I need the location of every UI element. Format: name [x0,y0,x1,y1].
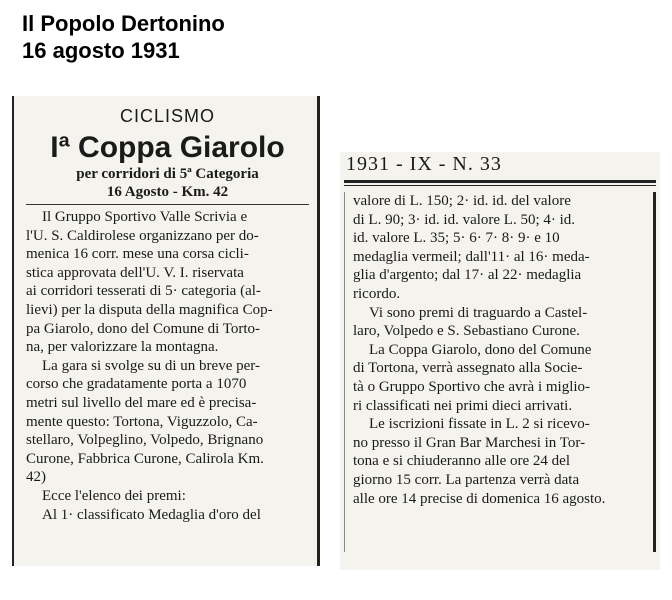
text-line: Al 1· classificato Medaglia d'oro del [42,506,261,523]
text-line: glia d'argento; dal 17· al 22· medaglia [353,267,582,284]
text-line: corso che gradatamente porta a 1070 [26,376,247,393]
text-line: pa Giarolo, dono del Comune di Torto- [26,320,261,337]
divider [344,180,656,186]
text-line: metri sul livello del mare ed è precisa- [26,394,257,411]
text-line: La gara si svolge su di un breve per- [42,357,260,374]
text-line: na, per valorizzare la montagna. [26,339,219,356]
text-line: l'U. S. Caldirolese organizzano per do- [26,227,259,244]
text-line: ri classificati nei primi dieci arrivati. [353,397,573,414]
clipping-left [12,96,320,566]
article-date-distance: 16 Agosto - Km. 42 [106,184,229,200]
section-heading: CICLISMO [119,106,215,126]
text-line: giorno 15 corr. La partenza verrà data [353,471,580,488]
issue-number: 1931 - IX - N. 33 [346,153,502,175]
text-line: di Tortona, verrà assegnato alla Socie- [353,360,583,377]
clipping-right [340,152,660,570]
article-body-left [26,208,309,524]
text-line: stica approvata dell'U. V. I. riservata [26,264,244,281]
text-line: tà o Gruppo Sportivo che avrà i miglio- [353,378,591,395]
article-subtitle: per corridori di 5ª Categoria [76,166,259,182]
text-line: Curone, Fabbrica Curone, Calirola Km. [26,450,264,467]
newspaper-name: Il Popolo Dertonino [22,11,225,36]
text-line: valore di L. 150; 2· id. id. del valore [353,193,571,209]
text-line: mente questo: Tortona, Viguzzolo, Ca- [26,413,258,430]
text-line: id. valore L. 35; 5· 6· 7· 8· 9· e 10 [353,230,560,247]
text-line: laro, Volpedo e S. Sebastiano Curone. [353,323,580,340]
text-line: lievi) per la disputa della magnifica Cop- [26,301,273,318]
text-line: tona e si chiuderanno alle ore 24 del [353,453,571,470]
text-line: Ecce l'elenco dei premi: [42,487,186,504]
text-line: medaglia vermeil; dall'11· al 16· meda- [353,248,590,265]
text-line: 42) [26,469,46,486]
text-line: Le iscrizioni fissate in L. 2 si ricevo- [369,416,590,433]
article-body-right-frame [344,192,656,552]
newspaper-header [22,10,225,64]
text-line: ricordo. [353,285,401,302]
text-line: no presso il Gran Bar Marchesi in Tor- [353,434,586,451]
text-line: menica 16 corr. mese una corsa cicli- [26,246,249,263]
newspaper-date: 16 agosto 1931 [22,38,180,63]
text-line: Il Gruppo Sportivo Valle Scrivia e [42,209,248,225]
text-line: ai corridori tesserati di 5· categoria (al- [26,283,261,300]
article-body-right [353,192,643,508]
text-line: Vi sono premi di traguardo a Castel- [369,304,588,321]
text-line: di L. 90; 3· id. id. valore L. 50; 4· id. [353,211,576,228]
text-line: alle ore 14 precise di domenica 16 agosto. [353,490,606,507]
divider [26,204,309,205]
text-line: La Coppa Giarolo, dono del Comune [369,341,592,358]
article-title: Iª Coppa Giarolo [50,131,285,164]
text-line: stellaro, Volpeglino, Volpedo, Brignano [26,432,264,449]
